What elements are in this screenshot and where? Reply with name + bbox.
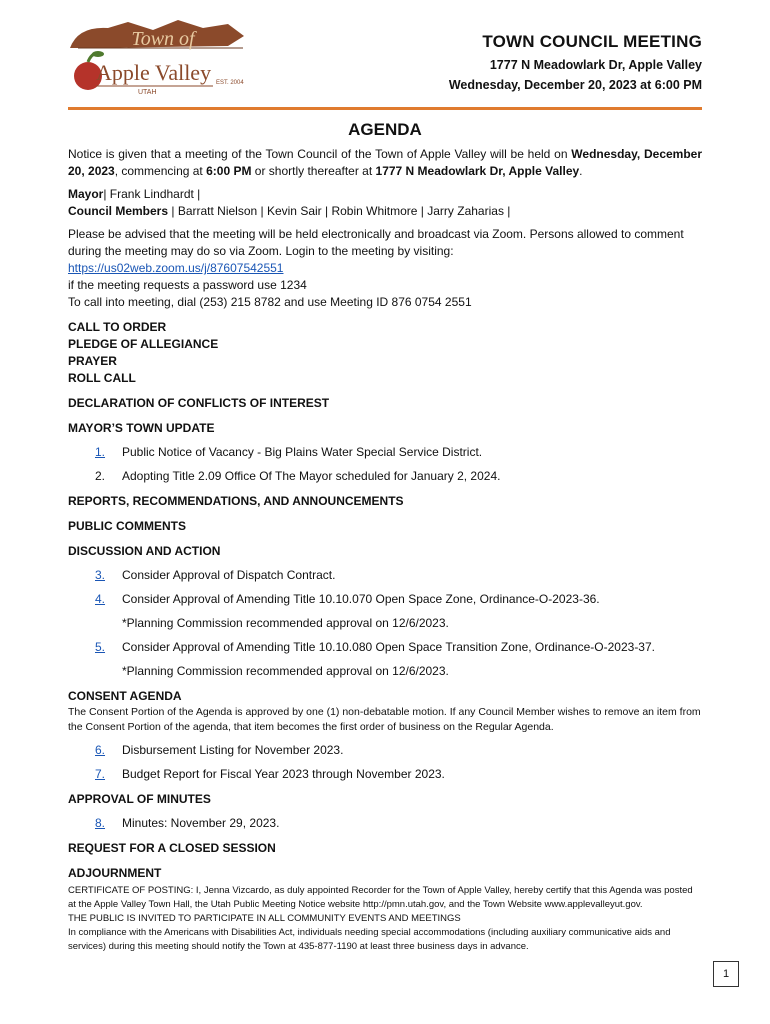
planning-note: *Planning Commission recommended approval on 12/6/2023. <box>122 616 449 630</box>
agenda-item-6 <box>68 742 702 759</box>
public-comments-heading: PUBLIC COMMENTS <box>68 519 186 533</box>
zoom-notice: Please be advised that the meeting will be held electronically and broadcast via Zoom. Persons allowed to comment during the meeting may do so via Zoom. Login to the meeting by visiting: <box>68 227 684 258</box>
page-number: 1 <box>713 961 739 987</box>
header-divider <box>68 107 702 110</box>
consent-text: The Consent Portion of the Agenda is approved by one (1) non-debatable motion. If any Council Member wishes to remove an item from the Consent Portion of the agenda, that item becomes the first order of business on the Regular Agenda. <box>68 706 701 733</box>
zoom-dialin: To call into meeting, dial (253) 215 8782 and use Meeting ID 876 0754 2551 <box>68 295 472 309</box>
minutes-heading: APPROVAL OF MINUTES <box>68 792 211 806</box>
adjournment-heading: ADJOURNMENT <box>68 866 162 880</box>
zoom-link[interactable]: https://us02web.zoom.us/j/87607542551 <box>68 261 284 275</box>
call-to-order: CALL TO ORDER <box>68 320 167 334</box>
agenda-item-text: Consider Approval of Amending Title 10.10.070 Open Space Zone, Ordinance-O-2023-36. <box>122 592 600 606</box>
agenda-item-text: Public Notice of Vacancy - Big Plains Water Special Service District. <box>122 445 483 459</box>
meeting-address: 1777 N Meadowlark Dr, Apple Valley <box>489 58 702 72</box>
meeting-header <box>449 32 702 92</box>
roll-call: ROLL CALL <box>68 371 136 385</box>
discussion-heading: DISCUSSION AND ACTION <box>68 544 221 558</box>
consent-heading: CONSENT AGENDA <box>68 689 182 703</box>
agenda-item-link[interactable]: 1. <box>95 445 106 459</box>
certificate-of-posting: CERTIFICATE OF POSTING: I, Jenna Vizcardo, as duly appointed Recorder for the Town of Apple Valley, hereby certify that this Agenda was posted at the Apple Valley Town Hall, the Utah Public Meeting Notice website http://pmn.utah.gov, and the Town Website www.applevalleyut.gov. <box>68 885 693 910</box>
council-line: Council Members | Barratt Nielson | Kevin Sair | Robin Whitmore | Jarry Zaharias | <box>68 204 511 218</box>
logo-est: EST. 2004 <box>216 80 244 86</box>
agenda-item-number: 2. <box>95 469 106 483</box>
agenda-item-link[interactable]: 4. <box>95 592 106 606</box>
agenda-item-link[interactable]: 8. <box>95 816 106 830</box>
logo-line2: Apple Valley <box>96 60 212 85</box>
zoom-password: if the meeting requests a password use 1234 <box>68 278 307 292</box>
agenda-item-4 <box>68 591 702 608</box>
agenda-item-7 <box>68 766 702 783</box>
prayer: PRAYER <box>68 354 117 368</box>
closed-session-heading: REQUEST FOR A CLOSED SESSION <box>68 841 276 855</box>
agenda-item-2 <box>68 468 702 485</box>
mayor-update-heading: MAYOR’S TOWN UPDATE <box>68 421 215 435</box>
mayor-line: Mayor| Frank Lindhardt | <box>68 187 201 201</box>
public-invite: THE PUBLIC IS INVITED TO PARTICIPATE IN ALL COMMUNITY EVENTS AND MEETINGS <box>68 913 461 924</box>
meeting-notice: Notice is given that a meeting of the Town Council of the Town of Apple Valley will be held on Wednesday, December 20, 2023, commencing at 6:00 PM or shortly thereafter at 1777 N Meadowlark Dr, Apple Valley. <box>68 147 703 178</box>
agenda-item-1 <box>68 444 702 461</box>
agenda-item-text: Budget Report for Fiscal Year 2023 through November 2023. <box>122 767 445 781</box>
logo-state: UTAH <box>138 89 157 96</box>
town-logo <box>68 18 248 98</box>
agenda-item-text: Minutes: November 29, 2023. <box>122 816 280 830</box>
agenda-body <box>68 121 702 954</box>
meeting-title: TOWN COUNCIL MEETING <box>482 32 702 51</box>
reports-heading: REPORTS, RECOMMENDATIONS, AND ANNOUNCEMENTS <box>68 494 404 508</box>
pledge: PLEDGE OF ALLEGIANCE <box>68 337 219 351</box>
agenda-item-text: Consider Approval of Amending Title 10.10.080 Open Space Transition Zone, Ordinance-O-2023-37. <box>122 640 655 654</box>
agenda-item-text: Disbursement Listing for November 2023. <box>122 743 344 757</box>
agenda-item-link[interactable]: 6. <box>95 743 106 757</box>
agenda-item-3 <box>68 567 702 584</box>
ada-notice: In compliance with the Americans with Disabilities Act, individuals needing special accommodations (including auxiliary communicative aids and services) during this meeting should notify the Town at 435-877-1190 at least three business days in advance. <box>68 927 671 952</box>
logo-line1: Town of <box>131 28 195 50</box>
meeting-datetime: Wednesday, December 20, 2023 at 6:00 PM <box>448 78 702 92</box>
agenda-item-link[interactable]: 5. <box>95 640 106 654</box>
agenda-item-text: Consider Approval of Dispatch Contract. <box>122 568 336 582</box>
agenda-item-link[interactable]: 7. <box>95 767 106 781</box>
agenda-item-link[interactable]: 3. <box>95 568 106 582</box>
planning-note: *Planning Commission recommended approval on 12/6/2023. <box>122 664 449 678</box>
conflicts-heading: DECLARATION OF CONFLICTS OF INTEREST <box>68 396 330 410</box>
agenda-item-text: Adopting Title 2.09 Office Of The Mayor scheduled for January 2, 2024. <box>122 469 501 483</box>
agenda-item-5 <box>68 639 702 656</box>
agenda-item-8 <box>68 815 702 832</box>
agenda-title: AGENDA <box>348 120 422 139</box>
